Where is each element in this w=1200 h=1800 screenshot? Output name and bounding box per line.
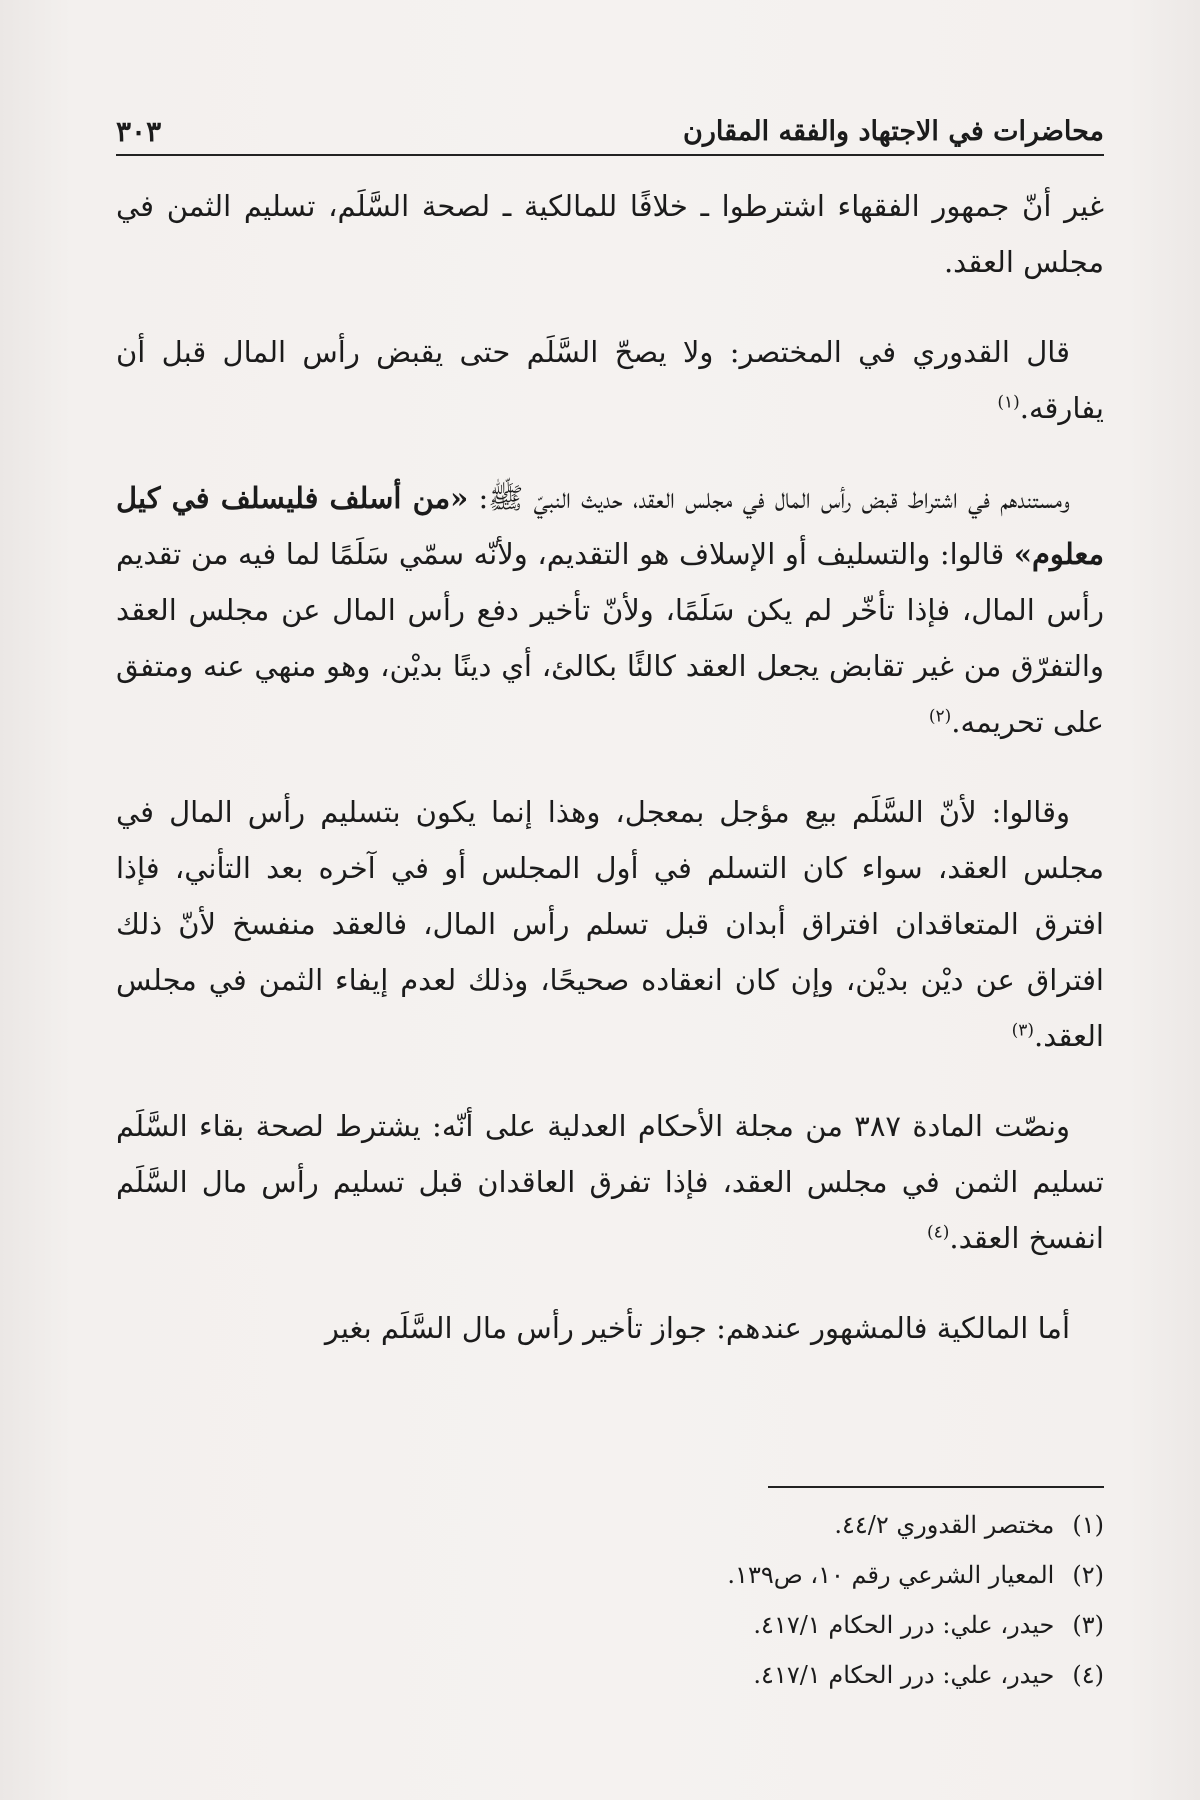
- paragraph-text: وقالوا: لأنّ السَّلَم بيع مؤجل بمعجل، وهذا إنما يكون بتسليم رأس المال في مجلس العقد، سواء كان التسلم في أول المجلس أو في آخره بعد التأني، فإذا افترق المتعاقدان افتراق أبدان قبل تسلم رأس المال، فالعقد منفسخ لأنّ ذلك افتراق عن ديْن بديْن، وإن كان انعقاده صحيحًا، وذلك لعدم إيفاء الثمن في مجلس العقد.: [116, 795, 1104, 1053]
- footnote-1: [116, 1500, 1104, 1550]
- footnote-number: (٢): [1072, 1561, 1104, 1589]
- paragraph-text: قالوا: والتسليف أو الإسلاف هو التقديم، ولأنّه سمّي سَلَمًا لما فيه من تقديم رأس المال، فإذا تأخّر لم يكن سَلَمًا، ولأنّ تأخير دفع رأس المال عن مجلس العقد والتفرّق من غير تقابض يجعل العقد كالئًا بكالئ، أي دينًا بديْن، وهو منهي عنه ومتفق على تحريمه.: [116, 537, 1104, 739]
- paragraph-6: [116, 1300, 1104, 1356]
- footnote-number: (٣): [1072, 1611, 1104, 1639]
- paragraph-text: أما المالكية فالمشهور عندهم: جواز تأخير رأس مال السَّلَم بغير: [324, 1311, 1070, 1345]
- main-text: [116, 178, 1104, 1390]
- page-number: ٣٠٣: [116, 115, 162, 148]
- footnote-text: مختصر القدوري ٤٤/٢.: [834, 1511, 1055, 1539]
- footnote-4: [116, 1650, 1104, 1700]
- paragraph-text: ومستندهم في اشتراط قبض رأس المال في مجلس العقد، حديث النبيّ ﷺ:: [468, 481, 1071, 515]
- footnote-ref-3[interactable]: (٣): [1011, 1020, 1034, 1041]
- paragraph-5: [116, 1098, 1104, 1266]
- footnote-ref-4[interactable]: (٤): [926, 1222, 950, 1243]
- paragraph-2: [116, 324, 1104, 436]
- running-title: محاضرات في الاجتهاد والفقه المقارن: [683, 116, 1104, 147]
- footnotes: [116, 1500, 1104, 1700]
- page-header: [116, 110, 1104, 156]
- footnote-text: حيدر، علي: درر الحكام ٤١٧/١.: [753, 1661, 1055, 1689]
- footnote-text: حيدر، علي: درر الحكام ٤١٧/١.: [753, 1611, 1055, 1639]
- footnote-ref-2[interactable]: (٢): [928, 706, 952, 727]
- footnote-number: (٤): [1072, 1661, 1104, 1689]
- footnote-text: المعيار الشرعي رقم ١٠، ص١٣٩.: [727, 1561, 1055, 1589]
- footnote-3: [116, 1600, 1104, 1650]
- footnote-2: [116, 1550, 1104, 1600]
- paragraph-text: قال القدوري في المختصر: ولا يصحّ السَّلَم حتى يقبض رأس المال قبل أن يفارقه.: [116, 335, 1104, 425]
- paragraph-1: [116, 178, 1104, 290]
- hadith-quote: «من أسلف فليسلف في كيل معلوم»: [116, 481, 1104, 571]
- paragraph-text: ونصّت المادة ٣٨٧ من مجلة الأحكام العدلية على أنّه: يشترط لصحة بقاء السَّلَم تسليم الثمن في مجلس العقد، فإذا تفرق العاقدان قبل تسليم رأس مال السَّلَم انفسخ العقد.: [116, 1109, 1104, 1255]
- paragraph-4: [116, 784, 1104, 1064]
- footnote-number: (١): [1072, 1511, 1104, 1539]
- footnote-ref-1[interactable]: (١): [997, 392, 1020, 413]
- paragraph-text: غير أنّ جمهور الفقهاء اشترطوا ـ خلافًا للمالكية ـ لصحة السَّلَم، تسليم الثمن في مجلس العقد.: [116, 189, 1105, 279]
- paragraph-3: [116, 470, 1104, 750]
- footnote-divider: [768, 1486, 1104, 1488]
